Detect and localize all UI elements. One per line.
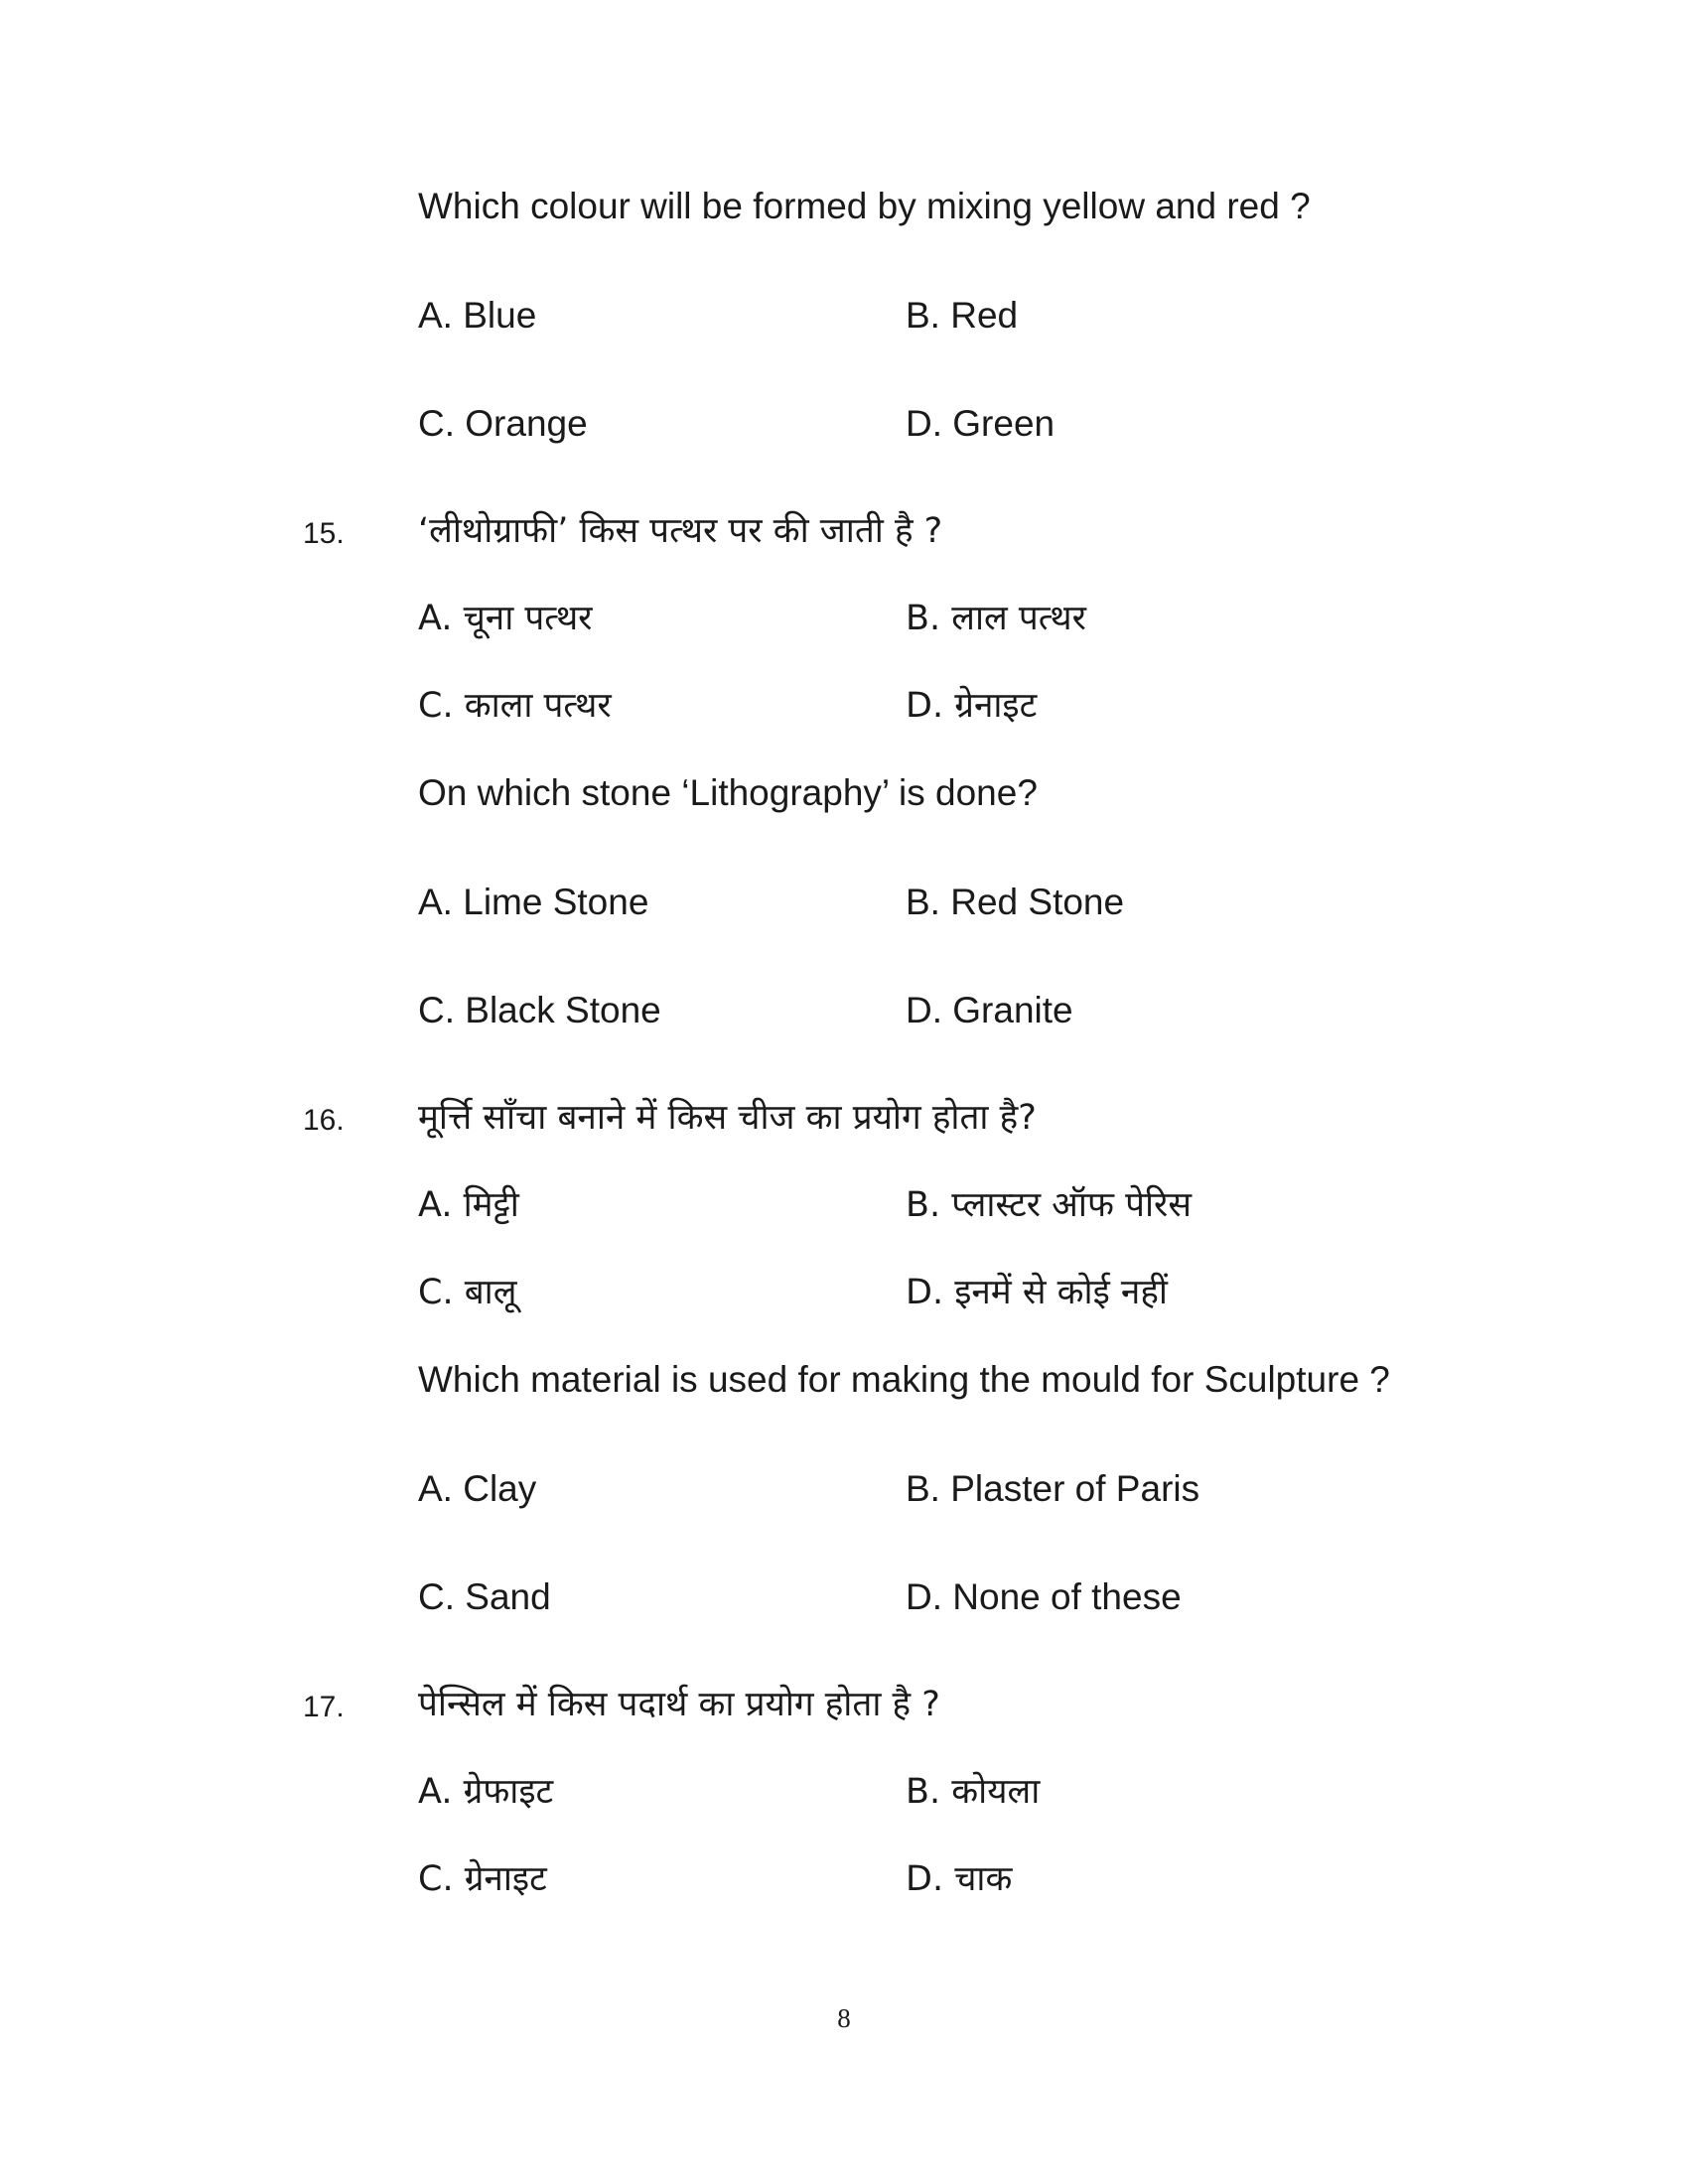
option-16-hi-b: B. प्लास्टर ऑफ पेरिस — [906, 1185, 1192, 1225]
option-17-hi-c: C. ग्रेनाइट — [418, 1859, 547, 1899]
option-15-hi-d: D. ग्रेनाइट — [906, 686, 1038, 726]
option-17-hi-b: B. कोयला — [906, 1772, 1041, 1812]
option-17-hi-a: A. ग्रेफाइट — [418, 1772, 554, 1812]
question-16-en: Which material is used for making the mould for Sculpture ? — [418, 1359, 1390, 1400]
option-14-en-a: A. Blue — [418, 295, 537, 336]
option-16-hi-a: A. मिट्टी — [418, 1185, 519, 1225]
option-16-hi-c: C. बालू — [418, 1273, 517, 1312]
option-14-en-c: C. Orange — [418, 403, 588, 444]
question-number-17: 17. — [303, 1691, 345, 1723]
option-15-en-b: B. Red Stone — [906, 882, 1125, 922]
option-16-en-b: B. Plaster of Paris — [906, 1468, 1200, 1509]
page-number: 8 — [837, 2003, 851, 2033]
option-15-hi-c: C. काला पत्थर — [418, 686, 612, 726]
option-16-en-c: C. Sand — [418, 1576, 551, 1617]
option-15-hi-a: A. चूना पत्थर — [418, 599, 593, 638]
question-15-hi: ‘लीथोग्राफी’ किस पत्थर पर की जाती है ? — [418, 511, 943, 551]
question-16-hi: मूर्त्ति साँचा बनाने में किस चीज का प्रयोग होता है? — [418, 1098, 1037, 1138]
option-15-en-a: A. Lime Stone — [418, 882, 649, 922]
question-17-hi: पेन्सिल में किस पदार्थ का प्रयोग होता है ? — [418, 1685, 940, 1724]
option-16-en-a: A. Clay — [418, 1468, 537, 1509]
option-16-hi-d: D. इनमें से कोई नहीं — [906, 1273, 1168, 1312]
question-15-en: On which stone ‘Lithography’ is done? — [418, 772, 1038, 813]
option-17-hi-d: D. चाक — [906, 1859, 1013, 1899]
option-15-en-c: C. Black Stone — [418, 990, 661, 1030]
option-15-en-d: D. Granite — [906, 990, 1073, 1030]
question-number-15: 15. — [303, 517, 345, 550]
option-16-en-d: D. None of these — [906, 1576, 1182, 1617]
option-14-en-d: D. Green — [906, 403, 1055, 444]
question-14-en: Which colour will be formed by mixing yellow and red ? — [418, 186, 1311, 226]
option-14-en-b: B. Red — [906, 295, 1019, 336]
question-number-16: 16. — [303, 1104, 345, 1137]
option-15-hi-b: B. लाल पत्थर — [906, 599, 1086, 638]
